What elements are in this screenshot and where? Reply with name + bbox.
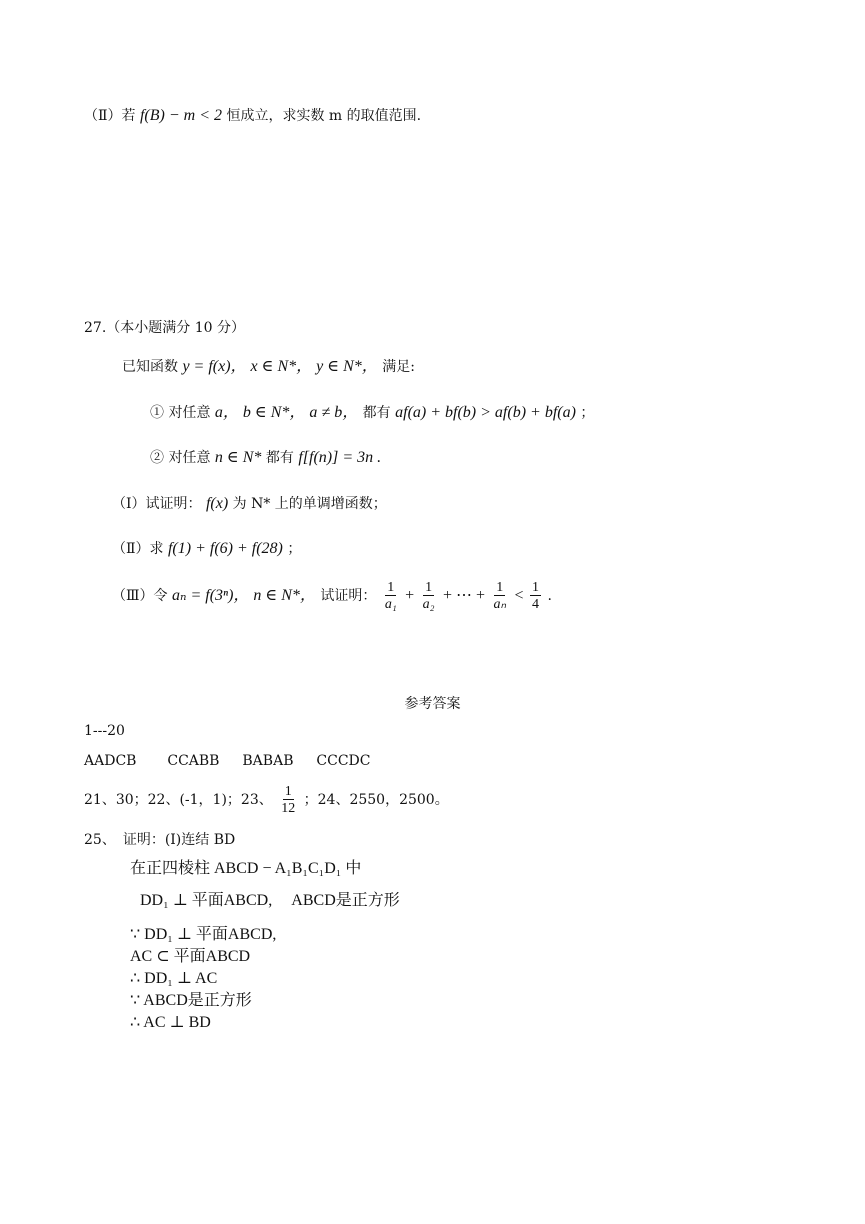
rhs-num: 1 <box>531 579 539 595</box>
part2-label: （Ⅱ）求 <box>112 541 164 557</box>
answers-fill <box>84 782 449 818</box>
sum-term-1-num: 1 <box>387 579 395 595</box>
part2-end: ； <box>287 541 302 557</box>
q27-condition-1 <box>150 403 594 423</box>
proof-line-5: ∴ DD₁ ⊥ AC <box>130 970 218 987</box>
fill-frac-num: 1 <box>284 783 292 799</box>
part3-label: （Ⅲ）令 <box>112 588 168 604</box>
given-suffix: 满足: <box>382 359 415 375</box>
sum-term-2 <box>421 580 437 613</box>
sum-op-2: + ⋯ + <box>442 587 486 604</box>
q27-given <box>122 357 415 377</box>
cond1-prefix: 对任意 <box>168 405 211 421</box>
part1-label: （Ⅰ）试证明： <box>112 496 202 512</box>
fill-prefix: 21、30；22、(-1，1)；23、 <box>84 792 273 808</box>
sum-term-n-den: aₙ <box>493 596 507 612</box>
cond2-equation: f[f(n)] = 3n . <box>298 449 382 466</box>
proof-line-7: ∴ AC ⊥ BD <box>130 1014 211 1031</box>
sum-term-n-num: 1 <box>496 579 504 595</box>
q26-part2-line <box>84 106 421 126</box>
part2-formula: f(1) + f(6) + f(28) <box>167 540 283 557</box>
choice-group-1: AADCB <box>84 753 137 769</box>
fill-frac-den: 12 <box>281 800 296 816</box>
part3-mid: 试证明： <box>320 588 377 604</box>
choice-group-2: CCABB <box>167 753 220 769</box>
answers-range: 1---20 <box>84 723 125 739</box>
given-formula: y = f(x)， x ∈ N*， y ∈ N*， <box>182 358 378 375</box>
q26-part2-text: 恒成立，求实数 m 的取值范围. <box>226 108 422 124</box>
cond2-formula: n ∈ N* <box>214 449 262 466</box>
q26-part2-label: （Ⅱ）若 <box>84 108 136 124</box>
cond1-formula: a， b ∈ N*， a ≠ b， <box>214 404 359 421</box>
q27-condition-2 <box>150 448 381 468</box>
proof-line-6: ∵ ABCD是正方形 <box>130 992 252 1009</box>
cond1-inequality: af(a) + bf(b) > af(b) + bf(a) <box>395 404 576 421</box>
part3-end: . <box>547 588 552 604</box>
sum-op-1: + <box>405 587 415 604</box>
choice-group-4: CCCDC <box>316 753 371 769</box>
sum-term-1-den: a₁ <box>384 596 397 612</box>
cond1-mid: 都有 <box>362 405 391 421</box>
cond2-prefix: 对任意 <box>168 450 211 466</box>
answers-title: 参考答案 <box>404 696 461 712</box>
rhs-fraction <box>530 580 541 613</box>
rhs-den: 4 <box>531 596 539 612</box>
q27-part1 <box>112 494 387 514</box>
sum-term-2-den: a₂ <box>422 596 435 612</box>
sum-term-2-num: 1 <box>425 579 433 595</box>
part1-text: 为 N* 上的单调增函数； <box>232 496 387 512</box>
q26-part2-formula: f(B) − m < 2 <box>139 107 222 124</box>
given-prefix: 已知函数 <box>122 359 178 375</box>
proof-line-4: AC ⊂ 平面ABCD <box>130 948 251 965</box>
part3-formula: aₙ = f(3ⁿ)， n ∈ N*， <box>171 587 316 604</box>
answers-choices <box>84 751 370 771</box>
proof-line-3: ∵ DD₁ ⊥ 平面ABCD, <box>130 926 277 943</box>
cond1-marker: ① <box>150 405 164 421</box>
cond2-marker: ② <box>150 450 164 466</box>
part1-formula: f(x) <box>205 495 229 512</box>
cond1-end: ； <box>580 405 595 421</box>
q25-header: 25、 证明：(Ⅰ)连结 BD <box>84 832 236 848</box>
fill-fraction <box>279 784 297 817</box>
q27-part2 <box>112 539 301 559</box>
q27-header: 27.（本小题满分 10 分） <box>84 320 245 336</box>
sum-term-n <box>491 580 508 613</box>
cond2-mid: 都有 <box>265 450 294 466</box>
proof-line-1: 在正四棱柱 ABCD − A₁B₁C₁D₁ 中 <box>130 860 362 877</box>
sum-op-less: < <box>514 587 524 604</box>
proof-line-2: DD₁ ⊥ 平面ABCD, ABCD是正方形 <box>140 892 400 909</box>
q27-part3 <box>112 578 552 614</box>
fill-suffix: ；24、2550，2500。 <box>303 792 449 808</box>
choice-group-3: BABAB <box>242 753 294 769</box>
sum-term-1 <box>383 580 399 613</box>
